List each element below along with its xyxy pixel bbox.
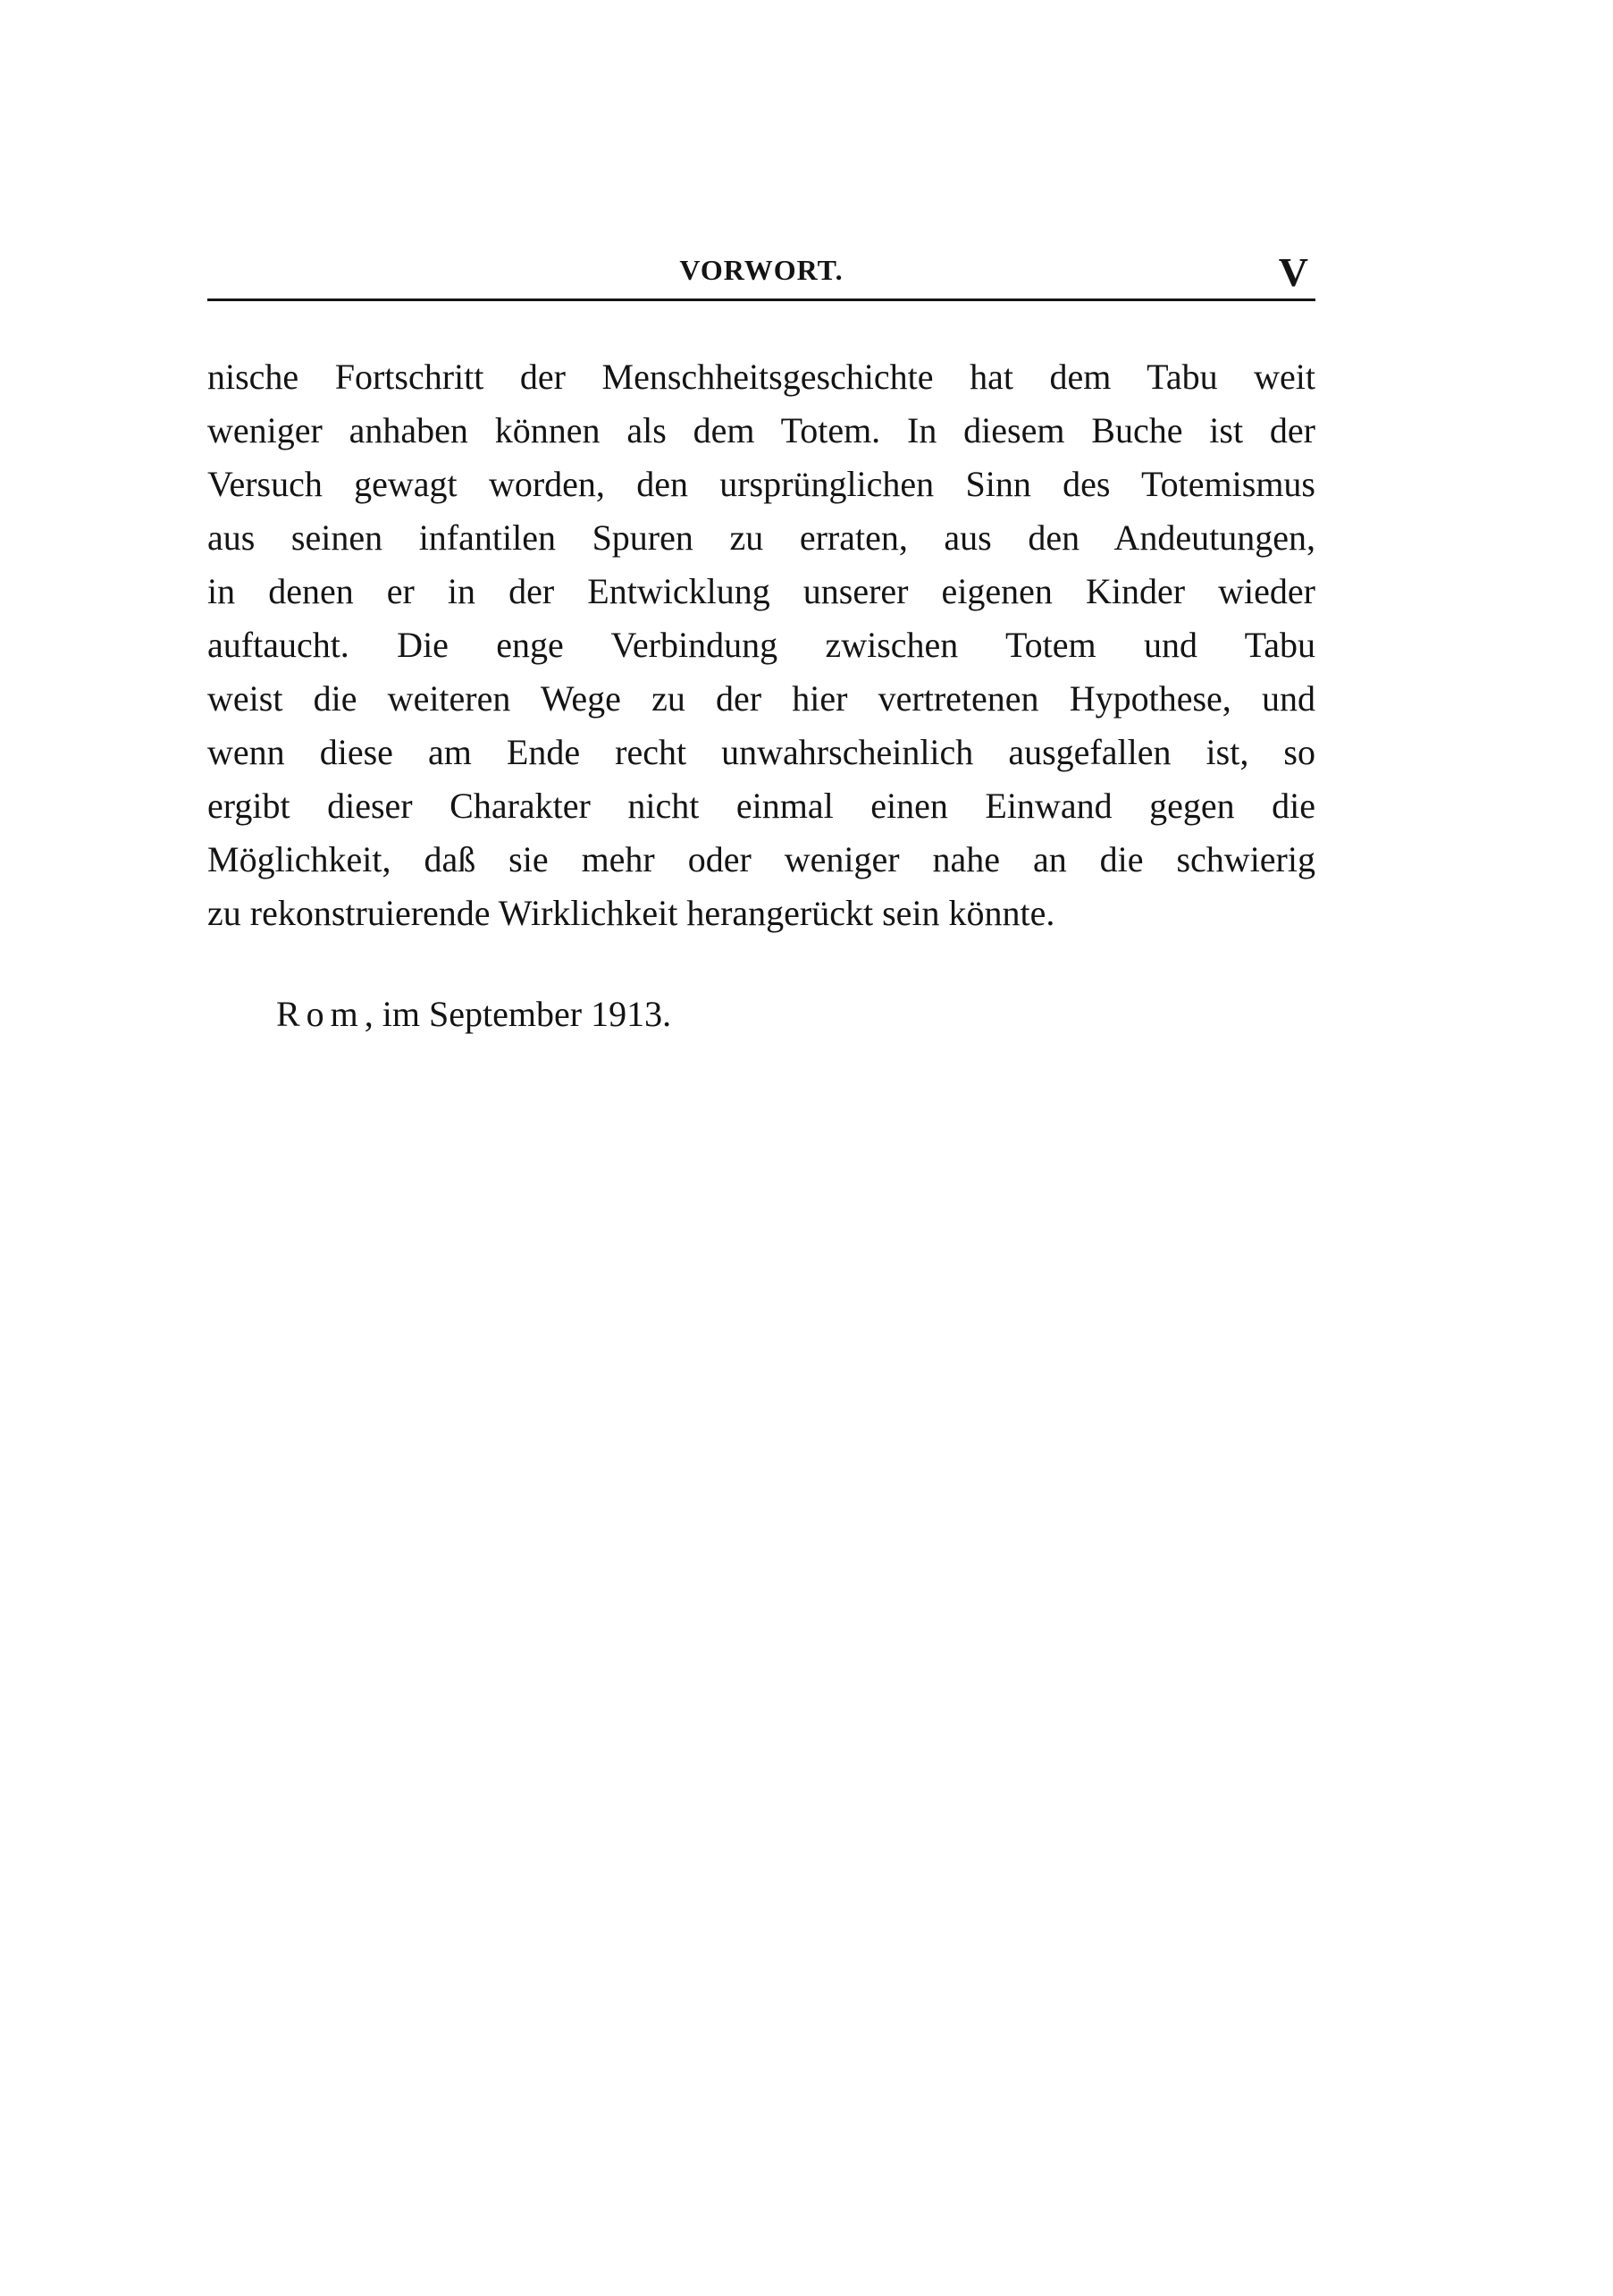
header-title: VORWORT. xyxy=(679,254,844,286)
closing-dateline xyxy=(276,988,671,1041)
header-rule xyxy=(207,299,1315,301)
running-header xyxy=(209,250,1314,302)
text-line: wenn diese am Ende recht unwahrscheinlich ausgefallen ist, so xyxy=(207,732,1315,772)
body-paragraph xyxy=(207,350,1315,940)
text-line: Versuch gewagt worden, den ursprünglichen Sinn des Totemismus xyxy=(207,464,1315,504)
text-line: zu rekonstruierende Wirklichkeit herangerückt sein könnte. xyxy=(207,893,1055,933)
text-line: aus seinen infantilen Spuren zu erraten, aus den Andeutungen, xyxy=(207,517,1315,558)
text-line: in denen er in der Entwicklung unserer eigenen Kinder wieder xyxy=(207,571,1315,611)
text-line: Möglichkeit, daß sie mehr oder weniger nahe an die schwierig xyxy=(207,839,1315,879)
text-line: auftaucht. Die enge Verbindung zwischen Totem und Tabu xyxy=(207,625,1315,665)
text-line: ergibt dieser Charakter nicht einmal einen Einwand gegen die xyxy=(207,786,1315,826)
closing-date: , im September 1913. xyxy=(364,994,672,1034)
text-line: weist die weiteren Wege zu der hier vertretenen Hypothese, und xyxy=(207,678,1315,719)
closing-place: Rom xyxy=(276,994,365,1034)
text-line: weniger anhaben können als dem Totem. In diesem Buche ist der xyxy=(207,410,1315,450)
text-line: nische Fortschritt der Menschheitsgeschichte hat dem Tabu weit xyxy=(207,357,1315,397)
page-number: V xyxy=(1278,249,1308,295)
